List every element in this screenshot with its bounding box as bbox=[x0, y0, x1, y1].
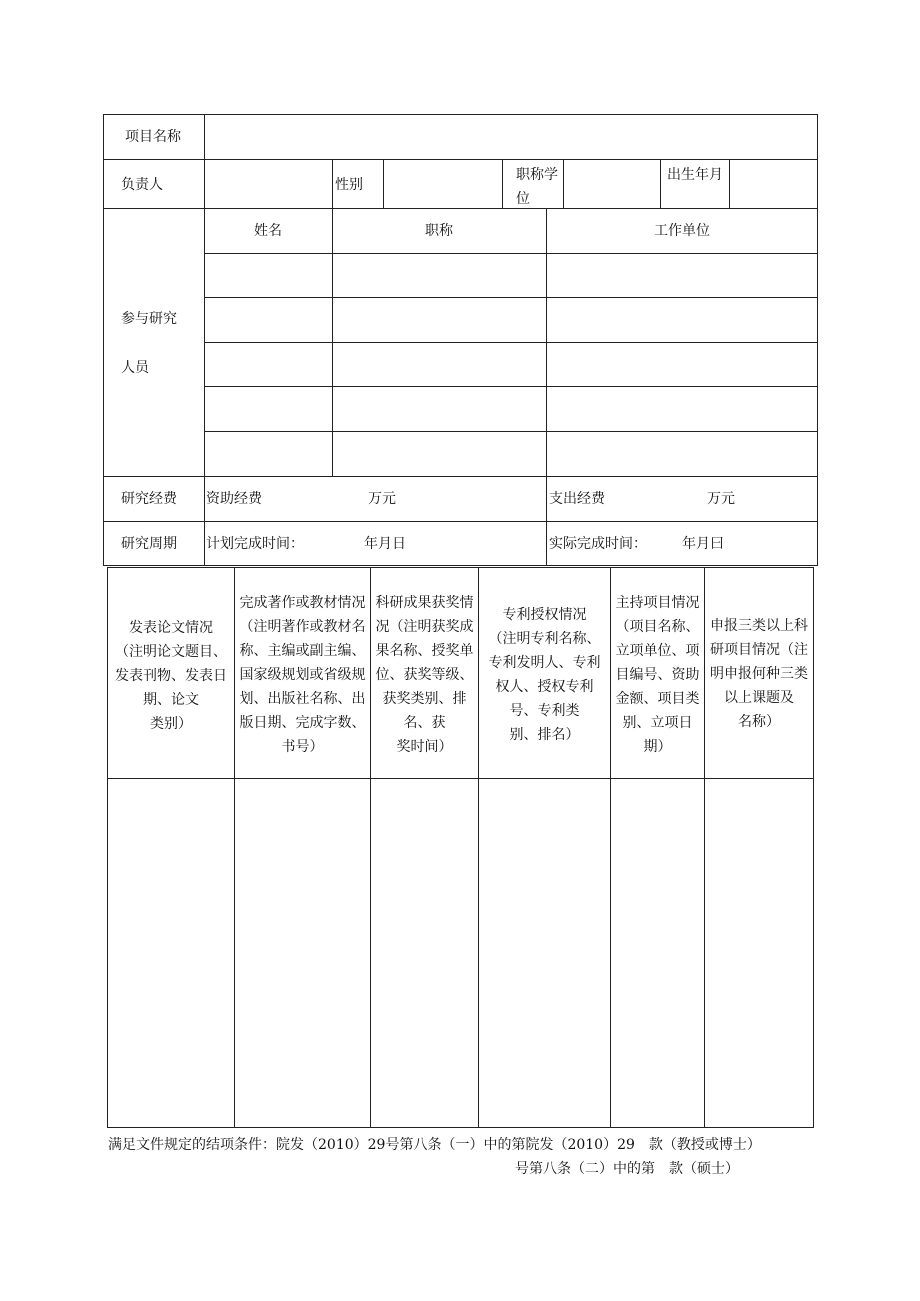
applications-header-line: 研项目情况（注 bbox=[710, 642, 808, 658]
papers-header-line: 期、论文 bbox=[143, 692, 199, 708]
leader-label: 负责人 bbox=[121, 177, 163, 193]
papers-header-line: 发表论文情况 bbox=[129, 620, 213, 636]
projects-header-line: 立项单位、项 bbox=[615, 643, 700, 659]
books-header-line: 划、出版社名称、出 bbox=[239, 691, 366, 707]
papers-header-line: 类别） bbox=[150, 716, 192, 732]
papers-header-line: 发表刊物、发表日 bbox=[115, 668, 227, 684]
actual-time-unit: 年月曰 bbox=[682, 536, 724, 552]
participant-row[interactable] bbox=[205, 343, 816, 385]
papers-content-cell[interactable] bbox=[108, 779, 234, 1127]
title-degree-field[interactable] bbox=[564, 160, 659, 207]
awards-header bbox=[371, 591, 478, 759]
participants-header-work-unit: 工作单位 bbox=[654, 223, 710, 239]
leader-field[interactable] bbox=[205, 160, 331, 207]
patents-header-line: （注明专利名称、 bbox=[488, 631, 601, 647]
participant-row[interactable] bbox=[205, 254, 816, 296]
projects-header-line: 目编号、资助 bbox=[615, 667, 700, 683]
projects-header-line: 金额、项目类 bbox=[615, 691, 700, 707]
title-degree-label-line2: 位 bbox=[516, 191, 530, 207]
patents-content-cell[interactable] bbox=[479, 779, 610, 1127]
awards-header-line: 况（注明获奖成 bbox=[375, 619, 474, 635]
awards-header-line: 名、获 bbox=[403, 715, 446, 731]
funding-label: 研究经费 bbox=[121, 491, 177, 507]
projects-header-line: 期） bbox=[643, 739, 672, 755]
funding-grant-unit: 万元 bbox=[368, 491, 396, 507]
patents-header-line: 号、专利类 bbox=[509, 703, 580, 719]
patents-header-line: 专利发明人、专利 bbox=[488, 655, 601, 671]
title-degree-label-line1: 职称学 bbox=[516, 167, 558, 183]
books-header-line: （注明著作或教材名 bbox=[239, 619, 366, 635]
participant-row[interactable] bbox=[205, 432, 816, 475]
applications-header-line: 以上课题及 bbox=[724, 690, 794, 706]
participants-header-title: 职称 bbox=[425, 223, 453, 239]
funding-spent-label: 支出经费 bbox=[549, 491, 605, 507]
patents-header-line: 权人、授权专利 bbox=[495, 679, 594, 695]
books-header-line: 书号） bbox=[281, 739, 324, 755]
projects-header-line: 别、立项日 bbox=[622, 715, 693, 731]
applications-header-line: 申报三类以上科 bbox=[710, 618, 808, 634]
awards-header-line: 奖时间） bbox=[396, 739, 453, 755]
participant-row[interactable] bbox=[205, 298, 816, 341]
projects-content-cell[interactable] bbox=[611, 779, 704, 1127]
awards-header-line: 科研成果获奖情 bbox=[375, 595, 474, 611]
birth-field[interactable] bbox=[730, 160, 816, 207]
patents-header-line: 别、排名） bbox=[509, 727, 580, 743]
awards-header-line: 果名称、授奖单 bbox=[375, 643, 474, 659]
participants-label-line2: 人员 bbox=[121, 360, 149, 376]
planned-time-label: 计划完成时间： bbox=[206, 536, 304, 552]
books-header-line: 称、主编或副主编、 bbox=[239, 643, 366, 659]
books-content-cell[interactable] bbox=[235, 779, 370, 1127]
books-header-line: 国家级规划或省级规 bbox=[239, 667, 366, 683]
books-header bbox=[235, 591, 370, 759]
awards-header-line: 位、获奖等级、 bbox=[375, 667, 474, 683]
projects-header-line: 主持项目情况 bbox=[615, 595, 700, 611]
participant-row[interactable] bbox=[205, 387, 816, 430]
awards-content-cell[interactable] bbox=[371, 779, 478, 1127]
planned-time-unit: 年月日 bbox=[364, 536, 406, 552]
period-label: 研究周期 bbox=[121, 536, 177, 552]
participants-label-line1: 参与研究 bbox=[121, 311, 177, 327]
patents-header-line: 专利授权情况 bbox=[502, 607, 587, 623]
projects-header bbox=[611, 591, 704, 759]
books-header-line: 版日期、完成字数、 bbox=[239, 715, 366, 731]
applications-content-cell[interactable] bbox=[705, 779, 813, 1127]
awards-header-line: 获奖类别、排 bbox=[382, 691, 467, 707]
participants-header-name: 姓名 bbox=[254, 223, 282, 239]
applications-header-line: 名称） bbox=[738, 714, 780, 730]
project-name-label: 项目名称 bbox=[125, 129, 181, 145]
footer-conditions-line1: 满足文件规定的结项条件：院发（2010）29号第八条（一）中的第院发（2010）29 款（教授或博士） bbox=[108, 1137, 761, 1153]
funding-spent-unit: 万元 bbox=[707, 491, 735, 507]
gender-label: 性别 bbox=[335, 177, 363, 193]
projects-header-line: （项目名称、 bbox=[615, 619, 700, 635]
papers-header-line: （注明论文题目、 bbox=[115, 644, 227, 660]
project-name-field[interactable] bbox=[205, 115, 816, 158]
papers-header bbox=[108, 616, 234, 736]
applications-header-line: 明申报何种三类 bbox=[710, 666, 808, 682]
applications-header bbox=[705, 614, 813, 734]
patents-header bbox=[479, 603, 610, 747]
footer-conditions-line2: 号第八条（二）中的第 款（硕士） bbox=[515, 1161, 739, 1177]
gender-field[interactable] bbox=[384, 160, 501, 207]
books-header-line: 完成著作或教材情况 bbox=[239, 595, 366, 611]
funding-grant-label: 资助经费 bbox=[206, 491, 262, 507]
actual-time-label: 实际完成时间： bbox=[549, 536, 647, 552]
birth-label: 出生年月 bbox=[667, 167, 723, 183]
